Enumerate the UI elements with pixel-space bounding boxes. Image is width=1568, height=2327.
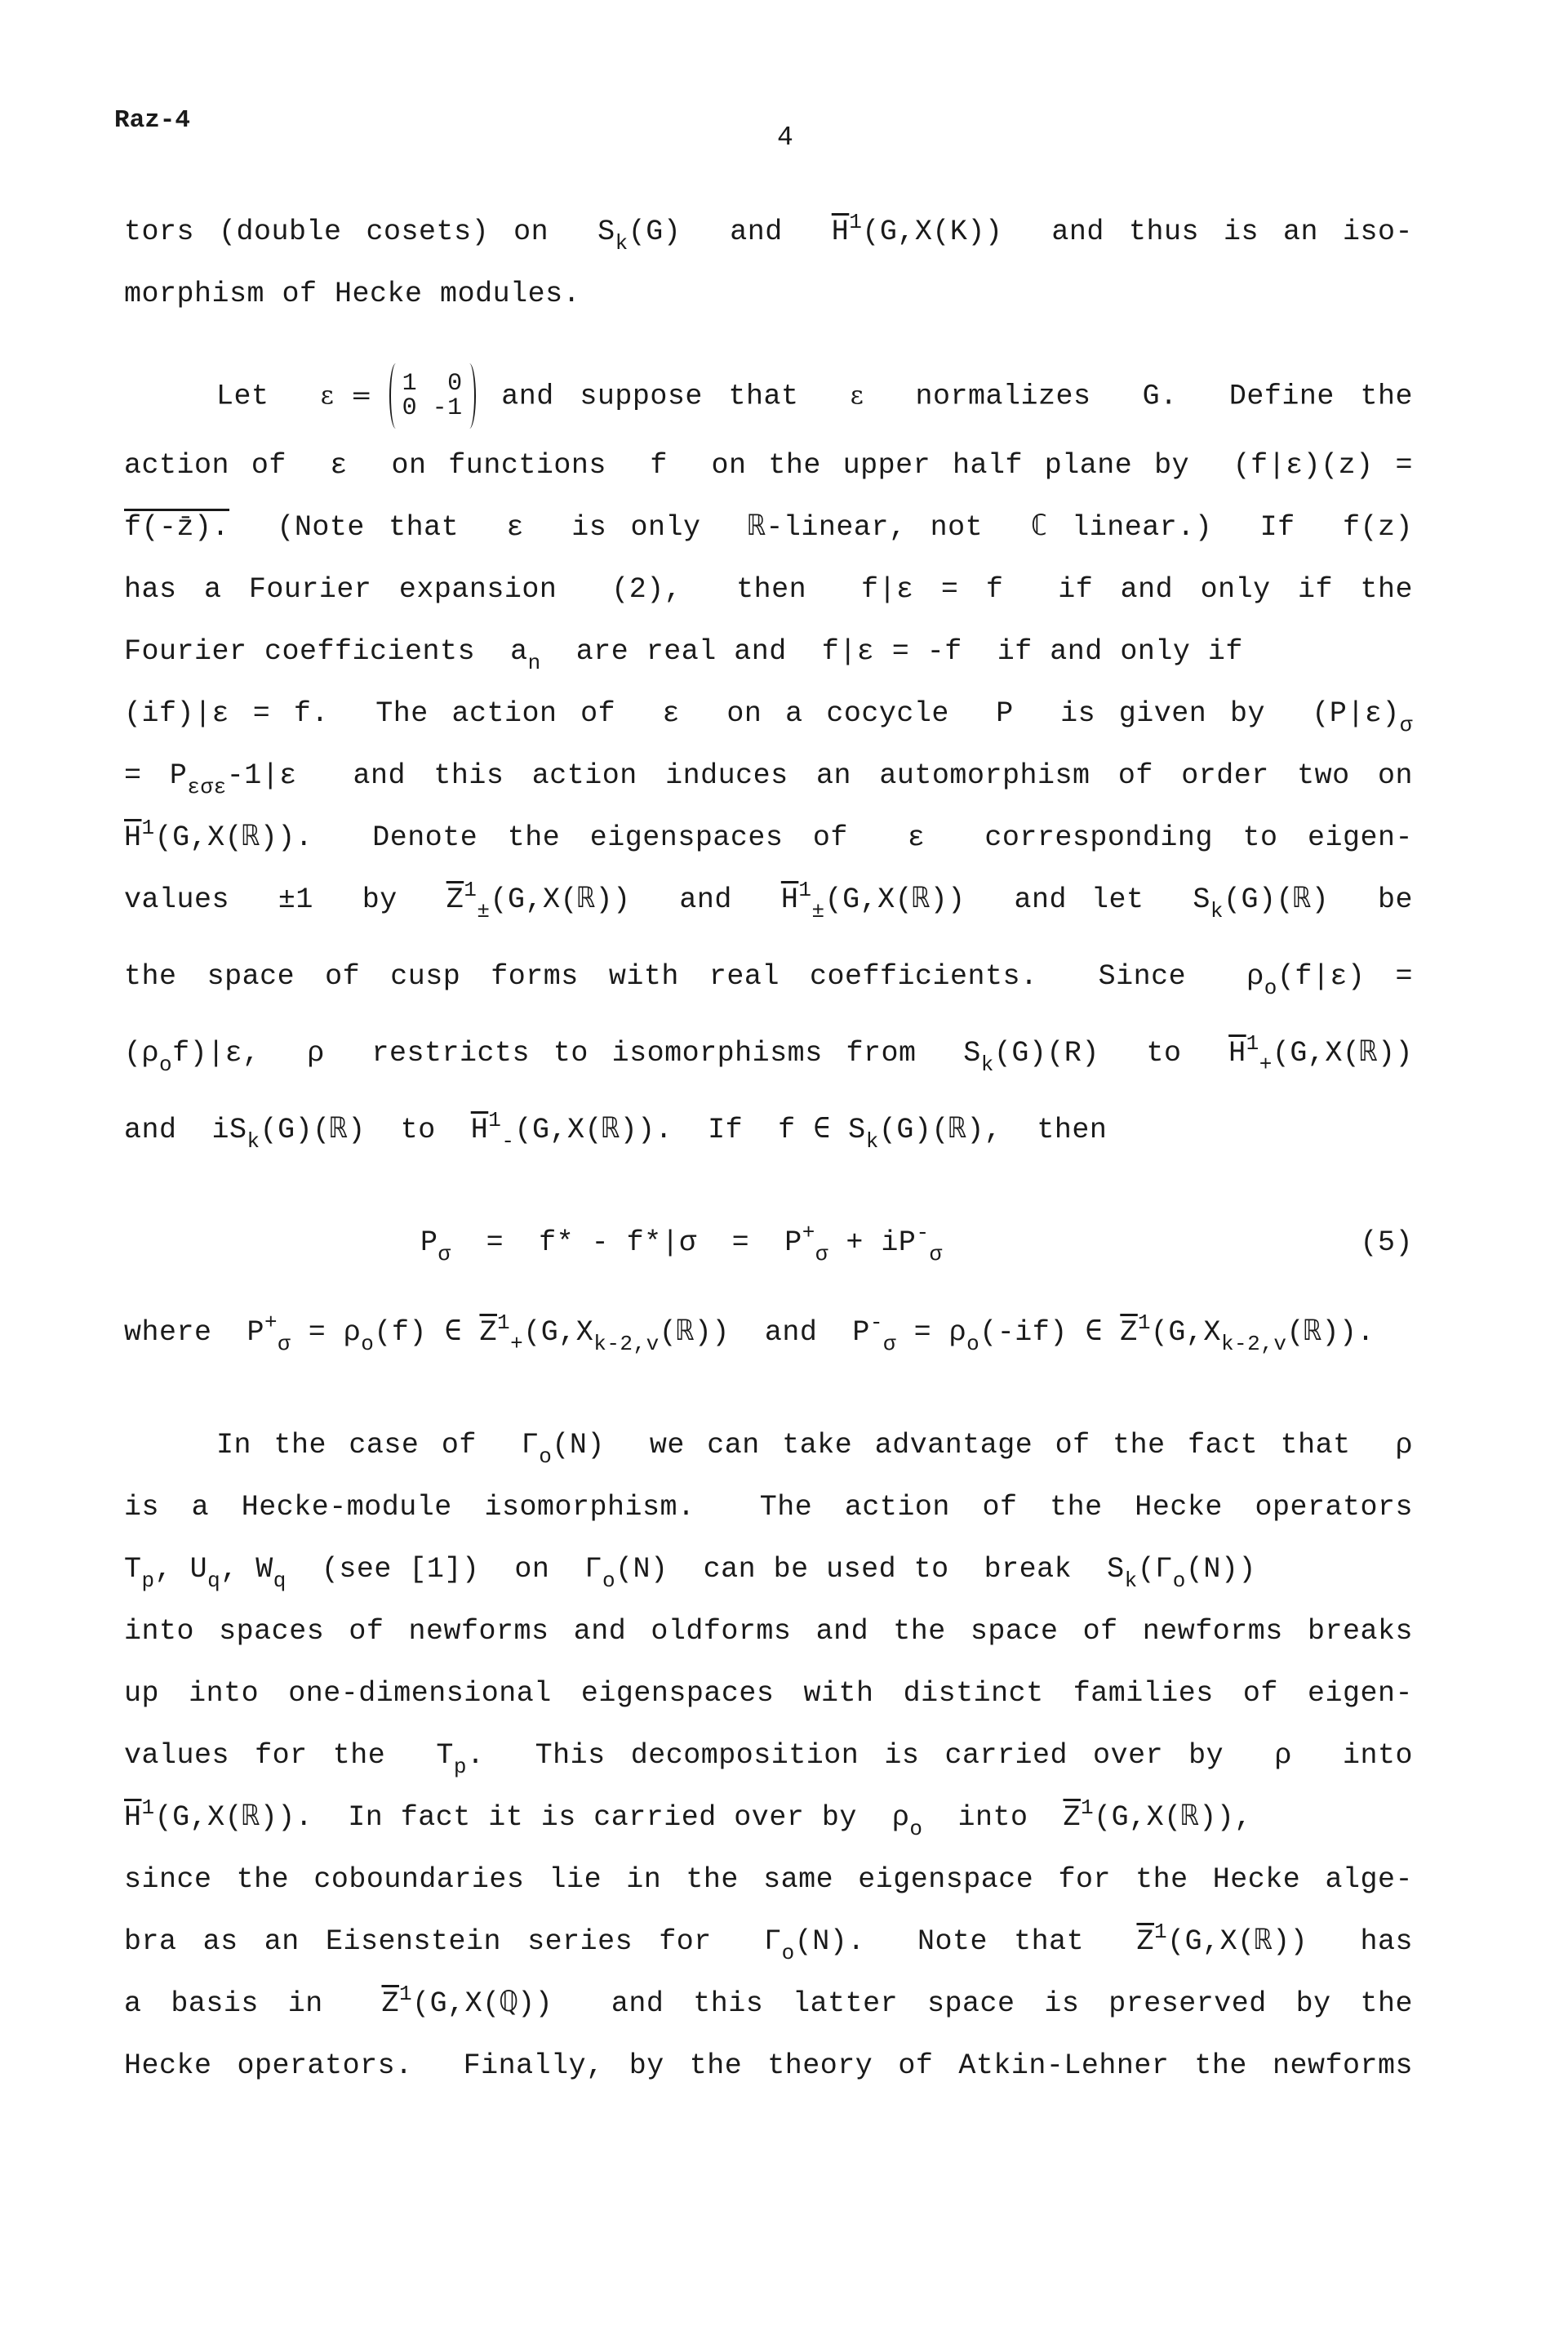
text-line-1: tors (double cosets) on $S_k(G)$ and $\overline{H}^1(G,X(K))$ and thus is an iso- bbox=[124, 210, 1413, 256]
text-line-7: Fourier coefficients $a_n$ are real and f|ε = -f if and only if bbox=[124, 635, 1243, 675]
text-line-8: (if)|ε = f. The action of ε on a cocycle P is given by $(P|\varepsilon)_\sigma$ bbox=[124, 697, 1413, 737]
text-line-6: has a Fourier expansion (2), then f|ε = f if and only if the bbox=[124, 573, 1413, 606]
text-line-11: values ±1 by $\overline{Z}^1_\pm(G,X(ℝ))$ and $\overline{H}^1_\pm(G,X(ℝ))$ and let $S_k(G)(ℝ)$ be bbox=[124, 878, 1413, 923]
equation-number: (5) bbox=[1360, 1226, 1413, 1259]
text-line-3: Let ε = 1 0 0 -1 and suppose that ε normalizes G. Define the bbox=[216, 370, 1413, 422]
text-line-4: action of ε on functions f on the upper half plane by (f|ε)(z) = bbox=[124, 449, 1413, 482]
text-line-14: and $iS_k(G)(ℝ)$ to $\overline{H}^1_-(G,X(ℝ))$. If f ∈ $S_k(G)(ℝ)$, then bbox=[124, 1108, 1108, 1154]
running-head: Raz-4 bbox=[114, 106, 191, 135]
p2-line-10: a basis in $\overline{Z}^1(G,X(ℚ))$ and this latter space is preserved by the bbox=[124, 1982, 1413, 2020]
text-line-12: the space of cusp forms with real coefficients. Since $\rho_o(f|\varepsilon)$ = bbox=[124, 960, 1413, 1000]
text-line-2: morphism of Hecke modules. bbox=[124, 278, 581, 310]
p2-line-9: bra as an Eisenstein series for $\Gamma_o(N)$. Note that $\overline{Z}^1(G,X(ℝ))$ has bbox=[124, 1920, 1413, 1965]
equation-5: $P_\sigma = f* - f*|\sigma = P^+_\sigma + iP^-_\sigma$ bbox=[420, 1221, 943, 1266]
p2-line-8: since the coboundaries lie in the same eigenspace for the Hecke alge- bbox=[124, 1863, 1413, 1896]
text-line-16: where $P^+_\sigma = \rho_o(f)$ ∈ $\overline{Z}^1_+(G,X_{k-2,v}(ℝ))$ and $P^-_\sigma = \rho_o(-if)$ ∈ $\overline{Z}^1(G,X_{k-2,v}(ℝ))$. bbox=[124, 1310, 1375, 1356]
p2-line-3: $T_p$, $U_q$, $W_q$ (see [1]) on $\Gamma_o(N)$ can be used to break $S_k(\Gamma_o(N))$ bbox=[124, 1553, 1256, 1593]
p2-line-6: values for the $T_p$. This decomposition is carried over by ρ into bbox=[124, 1739, 1413, 1779]
text-line-9: = $P_{\varepsilon\sigma\varepsilon}-1|\varepsilon$ and this action induces an automorphism of order two on bbox=[124, 759, 1414, 799]
text-line-5: f(-z̄). (Note that ε is only ℝ-linear, not ℂ linear.) If f(z) bbox=[124, 511, 1413, 544]
text-line-13: $(\rho_of)|\varepsilon$, ρ restricts to isomorphisms from $S_k(G)(R)$ to $\overline{H}^1_+(G,X(ℝ))$ bbox=[124, 1031, 1413, 1077]
p2-line-2: is a Hecke-module isomorphism. The action of the Hecke operators bbox=[124, 1491, 1413, 1524]
text-line-10: $\overline{H}^1(G,X(ℝ))$. Denote the eigenspaces of ε corresponding to eigen- bbox=[124, 816, 1413, 854]
p2-line-7: $\overline{H}^1(G,X(ℝ))$. In fact it is carried over by $\rho_o$ into $\overline{Z}^1(G,X(ℝ))$, bbox=[124, 1795, 1252, 1841]
p2-line-11: Hecke operators. Finally, by the theory of Atkin-Lehner the newforms bbox=[124, 2049, 1413, 2082]
epsilon-matrix: 1 0 0 -1 bbox=[389, 372, 476, 420]
p2-line-1: In the case of $\Gamma_o(N)$ we can take advantage of the fact that ρ bbox=[216, 1429, 1413, 1469]
page-number: 4 bbox=[777, 122, 793, 153]
p2-line-5: up into one-dimensional eigenspaces with distinct families of eigen- bbox=[124, 1677, 1413, 1710]
p2-line-4: into spaces of newforms and oldforms and the space of newforms breaks bbox=[124, 1615, 1413, 1648]
